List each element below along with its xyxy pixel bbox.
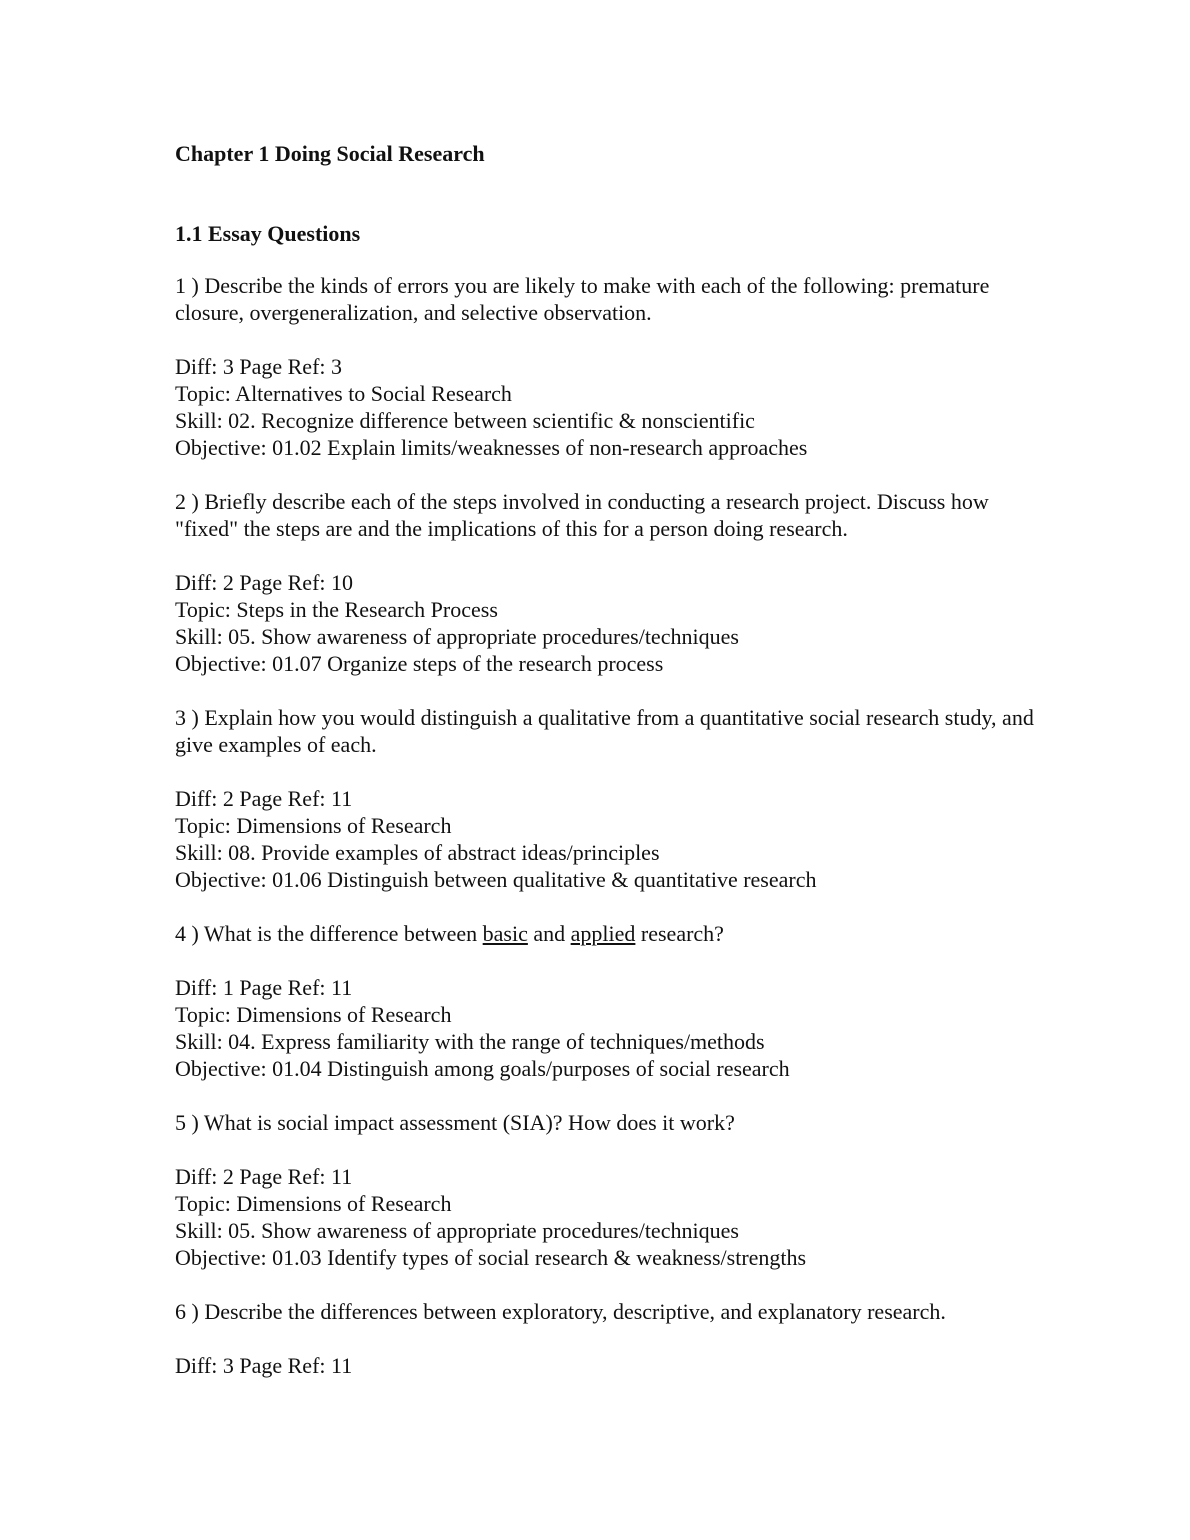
question-text: 1 ) Describe the kinds of errors you are likely to make with each of the following: premature closure, overgeneralization, and selective observation. <box>175 273 990 325</box>
question-meta <box>175 353 1035 461</box>
question-meta <box>175 569 1035 677</box>
topic-line: Topic: Dimensions of Research <box>175 1002 452 1027</box>
skill-line: Skill: 05. Show awareness of appropriate procedures/techniques <box>175 624 739 649</box>
question-block <box>175 488 1035 677</box>
question-text: 5 ) What is social impact assessment (SIA)? How does it work? <box>175 1110 735 1135</box>
topic-line: Topic: Dimensions of Research <box>175 813 452 838</box>
question-text: 3 ) Explain how you would distinguish a qualitative from a quantitative social research study, and give examples of each. <box>175 705 1034 757</box>
question-block <box>175 1298 1035 1379</box>
topic-line: Topic: Steps in the Research Process <box>175 597 498 622</box>
skill-line: Skill: 05. Show awareness of appropriate procedures/techniques <box>175 1218 739 1243</box>
question-text: 2 ) Briefly describe each of the steps involved in conducting a research project. Discuss how "fixed" the steps are and the implications of this for a person doing research. <box>175 489 989 541</box>
term-applied: applied <box>570 921 636 946</box>
question-block <box>175 704 1035 893</box>
chapter-title: Chapter 1 Doing Social Research <box>175 141 485 166</box>
document-page <box>175 138 1035 1379</box>
question-block <box>175 920 1035 1082</box>
objective-line: Objective: 01.06 Distinguish between qualitative & quantitative research <box>175 867 817 892</box>
difficulty-line: Diff: 1 Page Ref: 11 <box>175 975 353 1000</box>
question-meta <box>175 1352 1035 1379</box>
objective-line: Objective: 01.02 Explain limits/weaknesses of non-research approaches <box>175 435 808 460</box>
question-meta <box>175 785 1035 893</box>
question-text-prefix: 4 ) What is the difference between <box>175 921 483 946</box>
question-meta <box>175 1163 1035 1271</box>
difficulty-line: Diff: 2 Page Ref: 11 <box>175 1164 353 1189</box>
question-text-middle: and <box>527 921 571 946</box>
question-block <box>175 272 1035 461</box>
question-text <box>175 920 1035 947</box>
difficulty-line: Diff: 3 Page Ref: 3 <box>175 354 343 379</box>
section-title: 1.1 Essay Questions <box>175 221 361 246</box>
skill-line: Skill: 02. Recognize difference between scientific & nonscientific <box>175 408 755 433</box>
objective-line: Objective: 01.07 Organize steps of the research process <box>175 651 664 676</box>
skill-line: Skill: 08. Provide examples of abstract ideas/principles <box>175 840 660 865</box>
difficulty-line: Diff: 2 Page Ref: 11 <box>175 786 353 811</box>
difficulty-line: Diff: 2 Page Ref: 10 <box>175 570 354 595</box>
topic-line: Topic: Dimensions of Research <box>175 1191 452 1216</box>
question-meta <box>175 974 1035 1082</box>
objective-line: Objective: 01.03 Identify types of social research & weakness/strengths <box>175 1245 807 1270</box>
topic-line: Topic: Alternatives to Social Research <box>175 381 512 406</box>
skill-line: Skill: 04. Express familiarity with the range of techniques/methods <box>175 1029 765 1054</box>
question-block <box>175 1109 1035 1271</box>
objective-line: Objective: 01.04 Distinguish among goals/purposes of social research <box>175 1056 790 1081</box>
difficulty-line: Diff: 3 Page Ref: 11 <box>175 1353 353 1378</box>
question-text: 6 ) Describe the differences between exploratory, descriptive, and explanatory research. <box>175 1299 946 1324</box>
term-basic: basic <box>482 921 528 946</box>
question-text-suffix: research? <box>635 921 724 946</box>
